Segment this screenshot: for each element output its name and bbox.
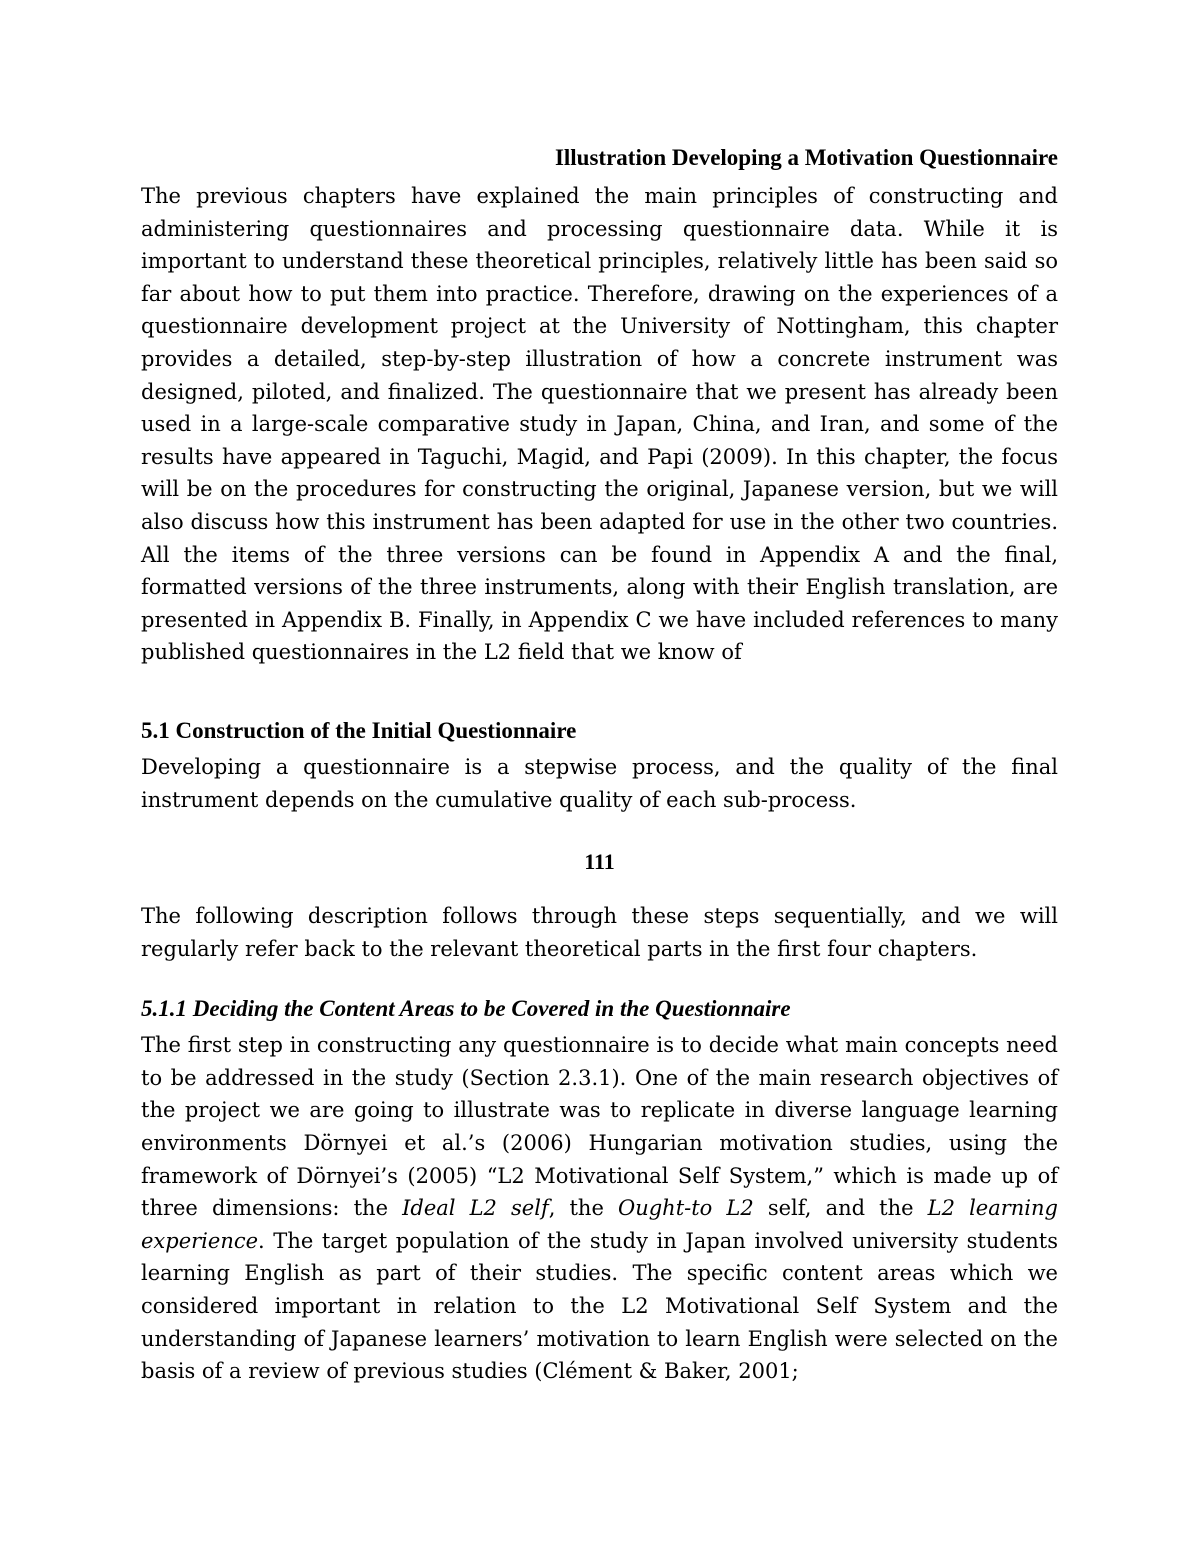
section-heading-5-1: 5.1 Construction of the Initial Questionnaire bbox=[141, 717, 577, 743]
l2-learning-experience-term: L2 learning experience bbox=[141, 1196, 1058, 1253]
chapter-title: Illustration Developing a Motivation Questionnaire bbox=[554, 145, 1058, 170]
document-page bbox=[141, 140, 1058, 1388]
paragraph-text-part-4: . The target population of the study in Japan involved university students learning English as part of their studies. The specific content areas which we considered important in relation to the L2 Motivational Self System and the understanding of Japanese learners’ motivation to learn English were selected on the basis of a review of previous studies (Clément & Baker, 2001; bbox=[141, 1228, 1058, 1384]
section-5-1-1-paragraph bbox=[141, 1029, 1058, 1388]
section-5-1-paragraph: Developing a questionnaire is a stepwise process, and the quality of the final instrument depends on the cumulative quality of each sub-process. bbox=[141, 754, 1058, 812]
paragraph-text-part-2: , the bbox=[548, 1196, 618, 1221]
intro-paragraph: The previous chapters have explained the main principles of constructing and administering questionnaires and processing questionnaire data. While it is important to understand these theoretical principles, relatively little has been said so far about how to put them into practice. Therefore, drawing on the experiences of a questionnaire development project at the University of Nottingham, this chapter provides a detailed, step-by-step illustration of how a concrete instrument was designed, piloted, and finalized. The questionnaire that we present has already been used in a large-scale comparative study in Japan, China, and Iran, and some of the results have appeared in Taguchi, Magid, and Papi (2009). In this chapter, the focus will be on the procedures for constructing the original, Japanese version, but we will also discuss how this instrument has been adapted for use in the other two countries. All the items of the three versions can be found in Appendix A and the final, formatted versions of the three instruments, along with their English translation, are presented in Appendix B. Finally, in Appendix C we have included references to many published questionnaires in the L2 field that we know of bbox=[141, 184, 1058, 665]
paragraph-text-part-3: self, and the bbox=[753, 1196, 928, 1221]
ideal-l2-self-term: Ideal L2 self bbox=[402, 1196, 549, 1221]
continuation-paragraph: The following description follows through these steps sequentially, and we will regularly refer back to the relevant theoretical parts in the first four chapters. bbox=[141, 904, 1058, 961]
subsection-heading-5-1-1: 5.1.1 Deciding the Content Areas to be Covered in the Questionnaire bbox=[141, 996, 791, 1022]
paragraph-text-part-1: The first step in constructing any questionnaire is to decide what main concepts need to be addressed in the study (Section 2.3.1). One of the main research objectives of the project we are going to illustrate was to replicate in diverse language learning environments Dörnyei et al.’s (2006) Hungarian motivation studies, using the framework of Dörnyei’s (2005) “L2 Motivational Self System,” which is made up of three dimensions: the bbox=[141, 1033, 1058, 1221]
page-number: 111 bbox=[584, 849, 615, 875]
ought-to-l2-term: Ought-to L2 bbox=[618, 1196, 754, 1221]
